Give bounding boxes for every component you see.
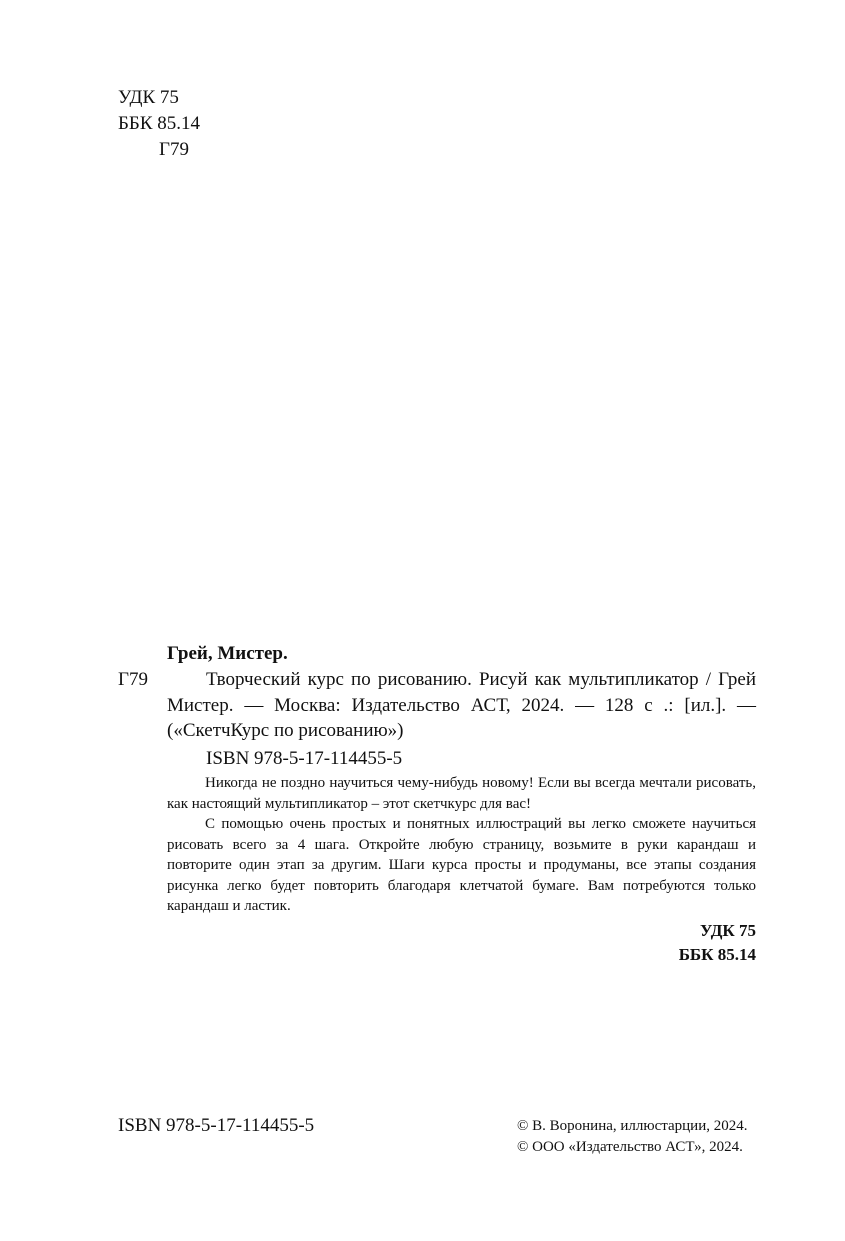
- author-heading: Грей, Мистер.: [167, 643, 288, 664]
- bib-line-1: Творческий курс по рисованию. Рисуй как мультипликатор / Грей: [206, 669, 756, 690]
- bib-isbn: ISBN 978-5-17-114455-5: [206, 748, 403, 769]
- top-author-mark: Г79: [159, 139, 189, 160]
- bib-line-3: («СкетчКурс по рисованию»): [167, 720, 404, 741]
- footer-isbn: ISBN 978-5-17-114455-5: [118, 1115, 315, 1136]
- annotation-paragraph-2: С помощью очень простых и понятных иллюстраций вы легко сможете научиться рисовать всего за 4 шага. Откройте любую страницу, возьмите в руки карандаш и повторите один этап за другим. Шаги курса просты и продуманы, все этапы создания рисунка легко будет повторить благодаря клетчатой бумаге. Вам потребуются только карандаш и ластик.: [167, 816, 756, 914]
- top-udk: УДК 75: [118, 87, 179, 108]
- classification-udk: УДК 75: [699, 921, 756, 940]
- author-mark: Г79: [118, 669, 148, 690]
- annotation: [167, 773, 756, 917]
- top-bbk: ББК 85.14: [118, 113, 200, 134]
- annotation-paragraph-1: Никогда не поздно научиться чему-нибудь новому! Если вы всегда мечтали рисовать, как настоящий мультипликатор – этот скетчкурс для вас!: [167, 775, 756, 812]
- footer-copyright-publisher: © ООО «Издательство АСТ», 2024.: [517, 1139, 743, 1155]
- bib-line-2: Мистер. — Москва: Издательство АСТ, 2024. — 128 с .: [ил.]. —: [167, 695, 756, 716]
- footer-copyright-illustrations: © В. Воронина, иллюстарции, 2024.: [517, 1118, 748, 1134]
- classification-bbk: ББК 85.14: [678, 945, 756, 964]
